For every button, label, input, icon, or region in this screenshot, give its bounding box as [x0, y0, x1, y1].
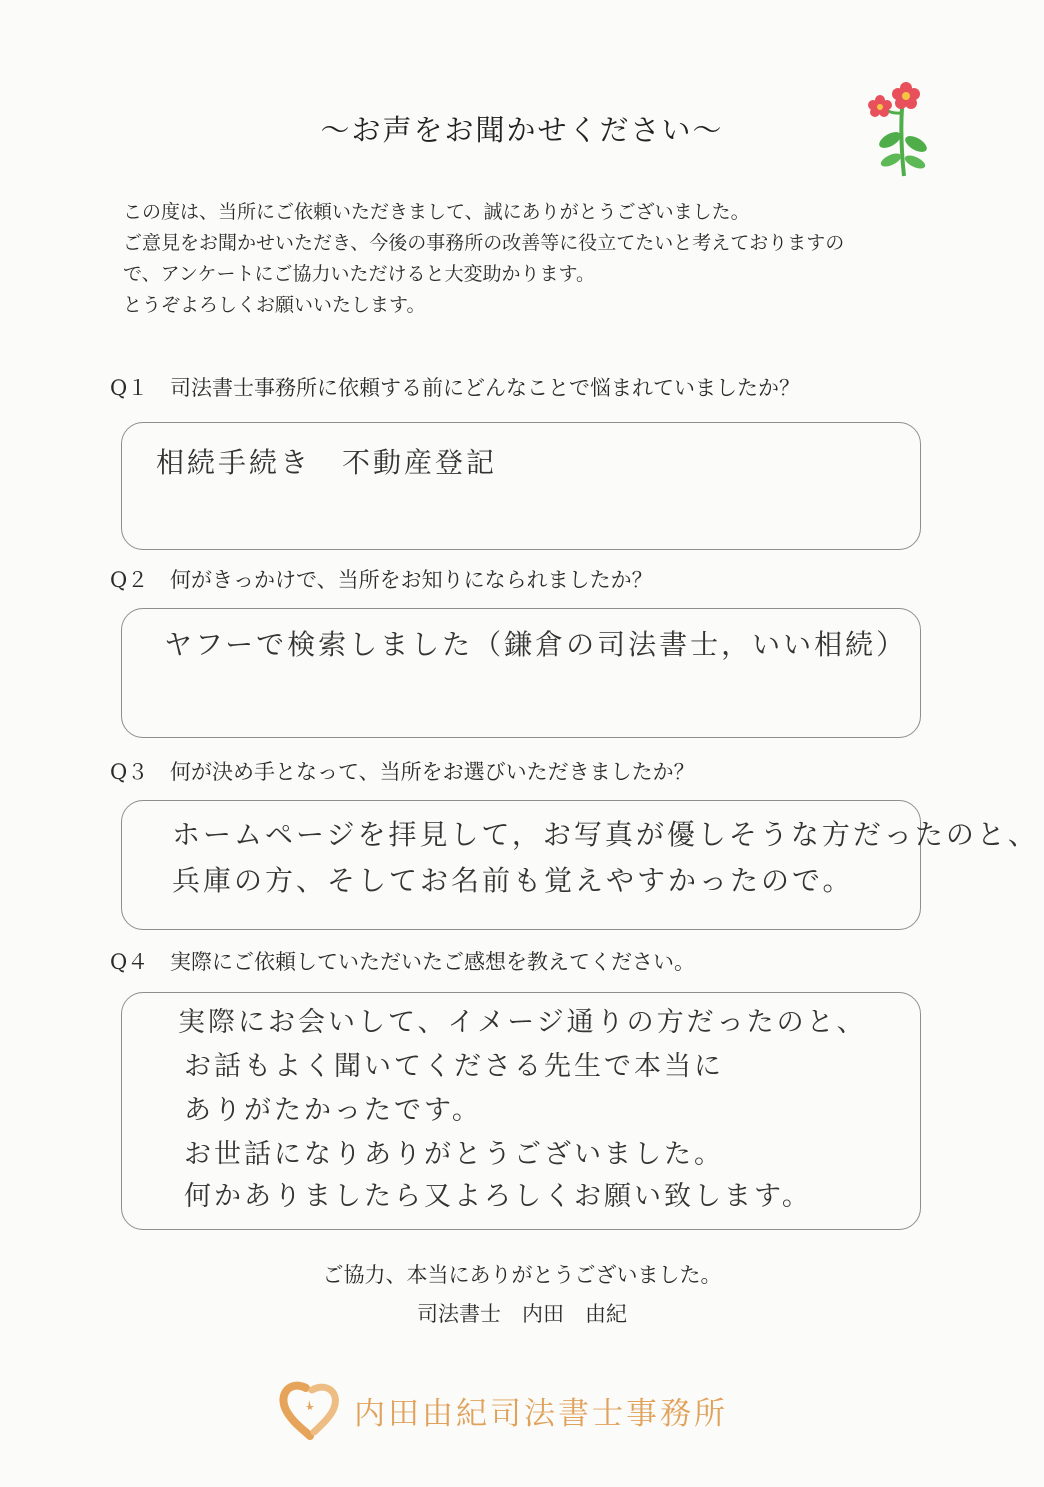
- page-title: 〜お声をお聞かせください〜: [320, 113, 724, 147]
- intro-line: で、アンケートにご協力いただけると大変助かります。: [123, 263, 595, 285]
- answer-box-1: [121, 422, 921, 550]
- answer-text: お世話になりありがとうございました。: [184, 1139, 724, 1170]
- question-text: 司法書士事務所に依頼する前にどんなことで悩まれていましたか？: [170, 376, 800, 400]
- intro-line: とうぞよろしくお願いいたします。: [123, 294, 426, 316]
- intro-line: ご意見をお聞かせいただき、今後の事務所の改善等に役立てたいと考えておりますの: [123, 232, 845, 254]
- answer-text: 実際にお会いして、イメージ通りの方だったのと、: [178, 1007, 867, 1038]
- intro-line: この度は、当所にご依頼いただきまして、誠にありがとうございました。: [123, 201, 750, 223]
- closing-message: [0, 1256, 1044, 1334]
- flower-icon: [862, 78, 934, 178]
- answer-text: ヤフーで検索しました（鎌倉の司法書士，いい相続）: [164, 628, 908, 661]
- answer-text: ホームページを拝見して，お写真が優しそうな方だったのと、: [172, 818, 1039, 851]
- question-4: [108, 946, 695, 976]
- question-number: Q１: [110, 376, 149, 400]
- question-2: [108, 564, 653, 594]
- answer-text: 相続手続き 不動産登記: [156, 446, 498, 479]
- answer-text: 兵庫の方、そしてお名前も覚えやすかったので。: [172, 864, 854, 897]
- question-number: Q３: [110, 760, 149, 784]
- intro-text: [123, 197, 943, 321]
- question-number: Q４: [110, 950, 149, 974]
- heart-logo-icon: [276, 1380, 346, 1440]
- signature: 司法書士 内田 由紀: [417, 1302, 627, 1326]
- question-text: 実際にご依頼していただいたご感想を教えてください。: [170, 950, 695, 974]
- thanks-text: ご協力、本当にありがとうございました。: [322, 1263, 722, 1287]
- question-text: 何がきっかけで、当所をお知りになられましたか？: [170, 568, 653, 592]
- question-text: 何が決め手となって、当所をお選びいただきましたか？: [170, 760, 695, 784]
- answer-text: お話もよく聞いてくださる先生で本当に: [184, 1051, 724, 1082]
- answer-box-2: [121, 608, 921, 738]
- answer-box-4: [121, 992, 921, 1230]
- question-3: [108, 756, 695, 786]
- answer-text: ありがたかったです。: [184, 1095, 482, 1126]
- answer-text: 何かありましたら又よろしくお願い致します。: [184, 1181, 812, 1212]
- question-1: [108, 372, 800, 402]
- answer-box-3: [121, 800, 1039, 930]
- question-number: Q２: [110, 568, 149, 592]
- office-logo-text: 内田由紀司法書士事務所: [354, 1396, 728, 1432]
